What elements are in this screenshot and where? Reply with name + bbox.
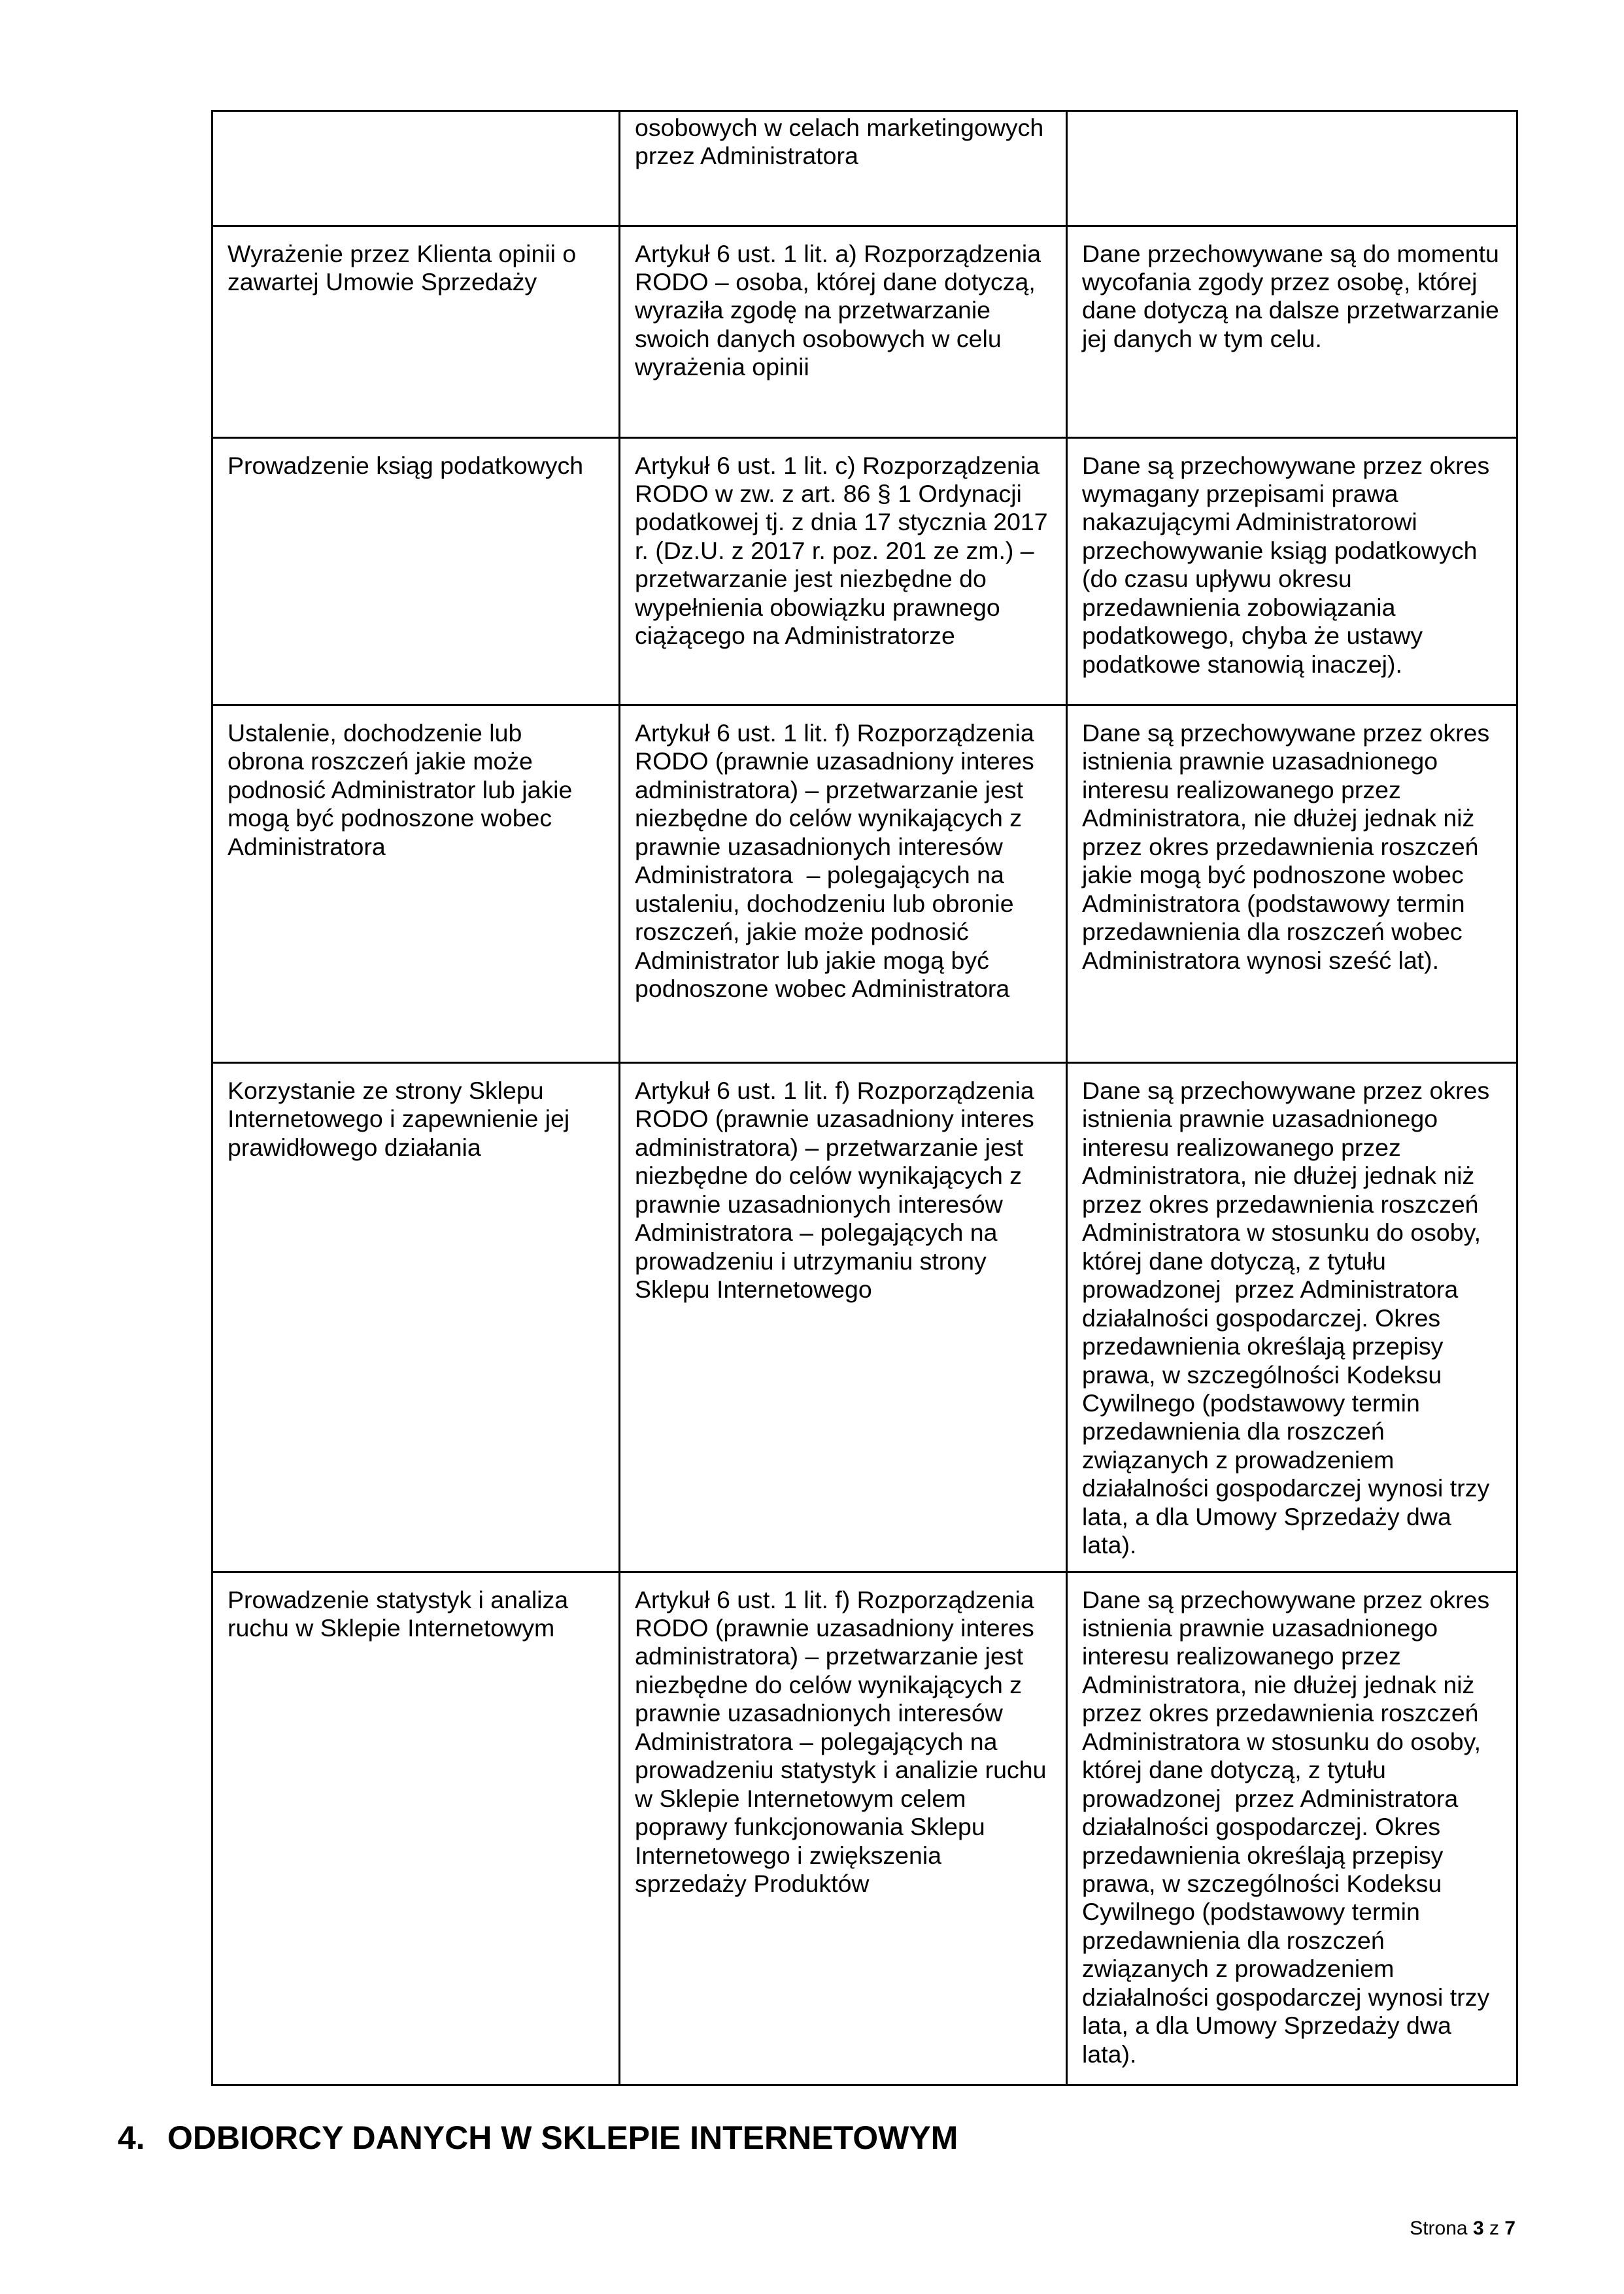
cell-purpose: Prowadzenie ksiąg podatkowych <box>212 437 620 705</box>
cell-legal-basis: Artykuł 6 ust. 1 lit. a) Rozporządzenia RODO – osoba, której dane dotyczą, wyraziła zgodę na przetwarzanie swoich danych osobowych w celu wyrażenia opinii <box>620 226 1067 437</box>
data-processing-table <box>211 110 1518 2086</box>
section-number: 4. <box>118 2119 145 2156</box>
table-row <box>212 1063 1517 1572</box>
page-total: 7 <box>1504 2218 1515 2239</box>
cell-legal-basis: Artykuł 6 ust. 1 lit. f) Rozporządzenia RODO (prawnie uzasadniony interes administratora) – przetwarzanie jest niezbędne do celów wynikających z prawnie uzasadnionych interesów Administratora – polegających na ustaleniu, dochodzeniu lub obronie roszczeń, jakie może podnosić Administrator lub jakie mogą być podnoszone wobec Administratora <box>620 705 1067 1063</box>
table-row <box>212 437 1517 705</box>
cell-retention: Dane są przechowywane przez okres wymagany przepisami prawa nakazującymi Administratorowi przechowywanie ksiąg podatkowych (do czasu upływu okresu przedawnienia zobowiązania podatkowego, chyba że ustawy podatkowe stanowią inaczej). <box>1067 437 1517 705</box>
cell-legal-basis: Artykuł 6 ust. 1 lit. c) Rozporządzenia RODO w zw. z art. 86 § 1 Ordynacji podatkowej tj. z dnia 17 stycznia 2017 r. (Dz.U. z 2017 r. poz. 201 ze zm.) – przetwarzanie jest niezbędne do wypełnienia obowiązku prawnego ciążącego na Administratorze <box>620 437 1067 705</box>
cell-legal-basis: Artykuł 6 ust. 1 lit. f) Rozporządzenia RODO (prawnie uzasadniony interes administratora) – przetwarzanie jest niezbędne do celów wynikających z prawnie uzasadnionych interesów Administratora – polegających na prowadzeniu statystyk i analizie ruchu w Sklepie Internetowym celem poprawy funkcjonowania Sklepu Internetowego i zwiększenia sprzedaży Produktów <box>620 1572 1067 2085</box>
cell-purpose <box>212 111 620 226</box>
page-number: 3 <box>1472 2218 1484 2239</box>
table-row <box>212 226 1517 437</box>
table-row <box>212 705 1517 1063</box>
cell-retention: Dane są przechowywane przez okres istnienia prawnie uzasadnionego interesu realizowanego przez Administratora, nie dłużej jednak niż przez okres przedawnienia roszczeń jakie mogą być podnoszone wobec Administratora (podstawowy termin przedawnienia dla roszczeń wobec Administratora wynosi sześć lat). <box>1067 705 1517 1063</box>
cell-retention: Dane są przechowywane przez okres istnienia prawnie uzasadnionego interesu realizowanego przez Administratora, nie dłużej jednak niż przez okres przedawnienia roszczeń Administratora w stosunku do osoby, której dane dotyczą, z tytułu prowadzonej przez Administratora działalności gospodarczej. Okres przedawnienia określają przepisy prawa, w szczególności Kodeksu Cywilnego (podstawowy termin przedawnienia dla roszczeń związanych z prowadzeniem działalności gospodarczej wynosi trzy lata, a dla Umowy Sprzedaży dwa lata). <box>1067 1063 1517 1572</box>
table-row <box>212 111 1517 226</box>
page-footer <box>1410 2217 1515 2240</box>
cell-purpose: Korzystanie ze strony Sklepu Internetowego i zapewnienie jej prawidłowego działania <box>212 1063 620 1572</box>
cell-retention <box>1067 111 1517 226</box>
cell-retention: Dane są przechowywane przez okres istnienia prawnie uzasadnionego interesu realizowanego przez Administratora, nie dłużej jednak niż przez okres przedawnienia roszczeń Administratora w stosunku do osoby, której dane dotyczą, z tytułu prowadzonej przez Administratora działalności gospodarczej. Okres przedawnienia określają przepisy prawa, w szczególności Kodeksu Cywilnego (podstawowy termin przedawnienia dla roszczeń związanych z prowadzeniem działalności gospodarczej wynosi trzy lata, a dla Umowy Sprzedaży dwa lata). <box>1067 1572 1517 2085</box>
cell-retention: Dane przechowywane są do momentu wycofania zgody przez osobę, której dane dotyczą na dalsze przetwarzanie jej danych w tym celu. <box>1067 226 1517 437</box>
cell-purpose: Wyrażenie przez Klienta opinii o zawartej Umowie Sprzedaży <box>212 226 620 437</box>
cell-purpose: Ustalenie, dochodzenie lub obrona roszczeń jakie może podnosić Administrator lub jakie mogą być podnoszone wobec Administratora <box>212 705 620 1063</box>
page-separator: z <box>1489 2218 1499 2239</box>
cell-legal-basis: Artykuł 6 ust. 1 lit. f) Rozporządzenia RODO (prawnie uzasadniony interes administratora) – przetwarzanie jest niezbędne do celów wynikających z prawnie uzasadnionych interesów Administratora – polegających na prowadzeniu i utrzymaniu strony Sklepu Internetowego <box>620 1063 1067 1572</box>
cell-purpose: Prowadzenie statystyk i analiza ruchu w Sklepie Internetowym <box>212 1572 620 2085</box>
section-title: ODBIORCY DANYCH W SKLEPIE INTERNETOWYM <box>167 2119 958 2156</box>
table-row <box>212 1572 1517 2085</box>
cell-legal-basis: osobowych w celach marketingowych przez Administratora <box>620 111 1067 226</box>
page-label: Strona <box>1410 2218 1468 2239</box>
section-heading <box>118 2119 958 2157</box>
